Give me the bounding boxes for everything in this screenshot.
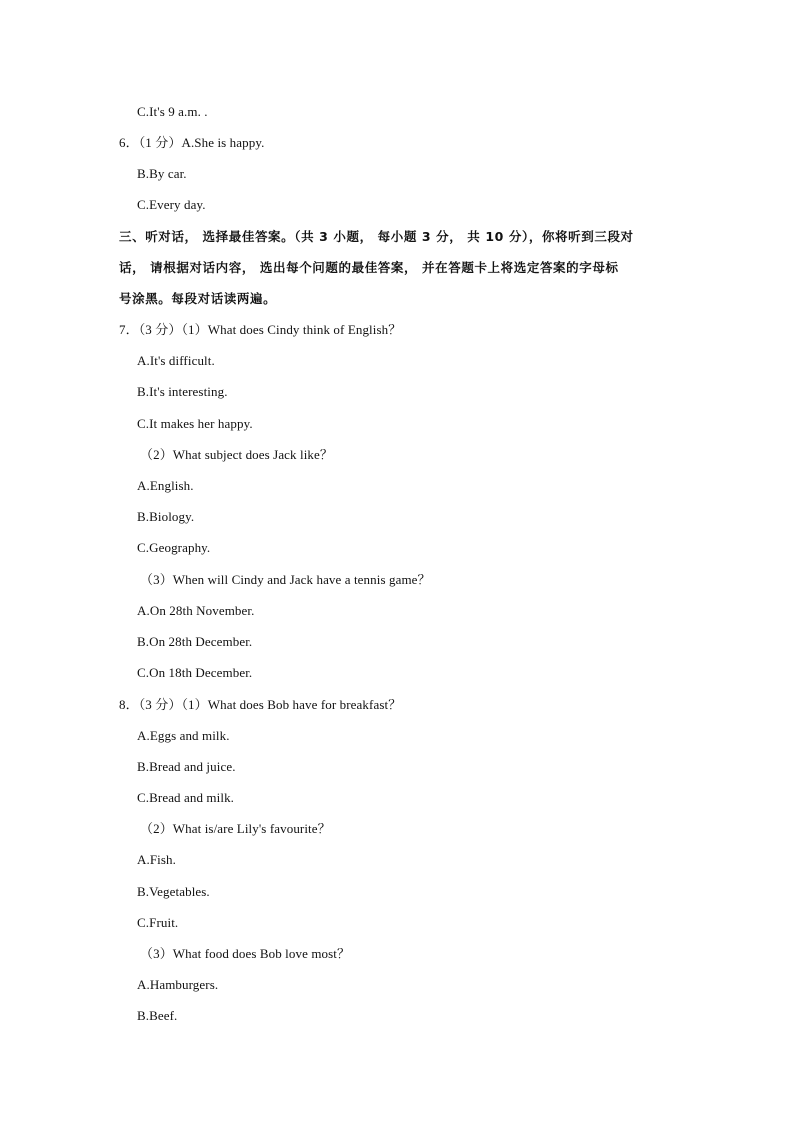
- q8-p2-option-c: C.Fruit.: [137, 915, 179, 930]
- q7-p1-option-c: C.It makes her happy.: [137, 416, 253, 431]
- section3-heading-line1: 三、听对话， 选择最佳答案。（共 3 小题， 每小题 3 分， 共 10 分），你将听到三段对: [119, 229, 634, 244]
- q6-option-c: C.Every day.: [137, 197, 206, 212]
- q7-p2-option-c: C.Geography.: [137, 540, 211, 555]
- q8-p1-option-b: B.Bread and juice.: [137, 759, 236, 774]
- q8-p2-option-b: B.Vegetables.: [137, 884, 210, 899]
- q7-p1-option-a: A.It's difficult.: [137, 353, 215, 368]
- section3-heading-line2: 话， 请根据对话内容， 选出每个问题的最佳答案， 并在答题卡上将选定答案的字母标: [119, 260, 619, 275]
- q8-p2-option-a: A.Fish.: [137, 852, 176, 867]
- q6-stem: 6．（1 分）A.She is happy.: [119, 135, 265, 150]
- q7-p3-option-a: A.On 28th November.: [137, 603, 255, 618]
- q7-stem: 7．（3 分）（1）What does Cindy think of English？: [119, 322, 402, 337]
- q7-p2-question: （2）What subject does Jack like？: [140, 447, 333, 462]
- q8-p1-option-c: C.Bread and milk.: [137, 790, 235, 805]
- q7-p1-option-b: B.It's interesting.: [137, 384, 228, 399]
- q8-p3-option-b: B.Beef.: [137, 1008, 178, 1023]
- q7-p3-option-b: B.On 28th December.: [137, 634, 253, 649]
- q6-option-b: B.By car.: [137, 166, 187, 181]
- q7-p3-option-c: C.On 18th December.: [137, 665, 253, 680]
- q8-p2-question: （2）What is/are Lily's favourite？: [140, 821, 331, 836]
- q7-p2-option-b: B.Biology.: [137, 509, 195, 524]
- q5-option-c: C.It's 9 a.m. .: [137, 104, 208, 119]
- q7-p2-option-a: A.English.: [137, 478, 194, 493]
- q8-p3-option-a: A.Hamburgers.: [137, 977, 219, 992]
- q7-p3-question: （3）When will Cindy and Jack have a tennis game？: [140, 572, 431, 587]
- q8-p1-option-a: A.Eggs and milk.: [137, 728, 230, 743]
- q8-p3-question: （3）What food does Bob love most？: [140, 946, 351, 961]
- section3-heading-line3: 号涂黑。每段对话读两遍。: [119, 291, 277, 306]
- q8-stem: 8．（3 分）（1）What does Bob have for breakfast？: [119, 697, 402, 712]
